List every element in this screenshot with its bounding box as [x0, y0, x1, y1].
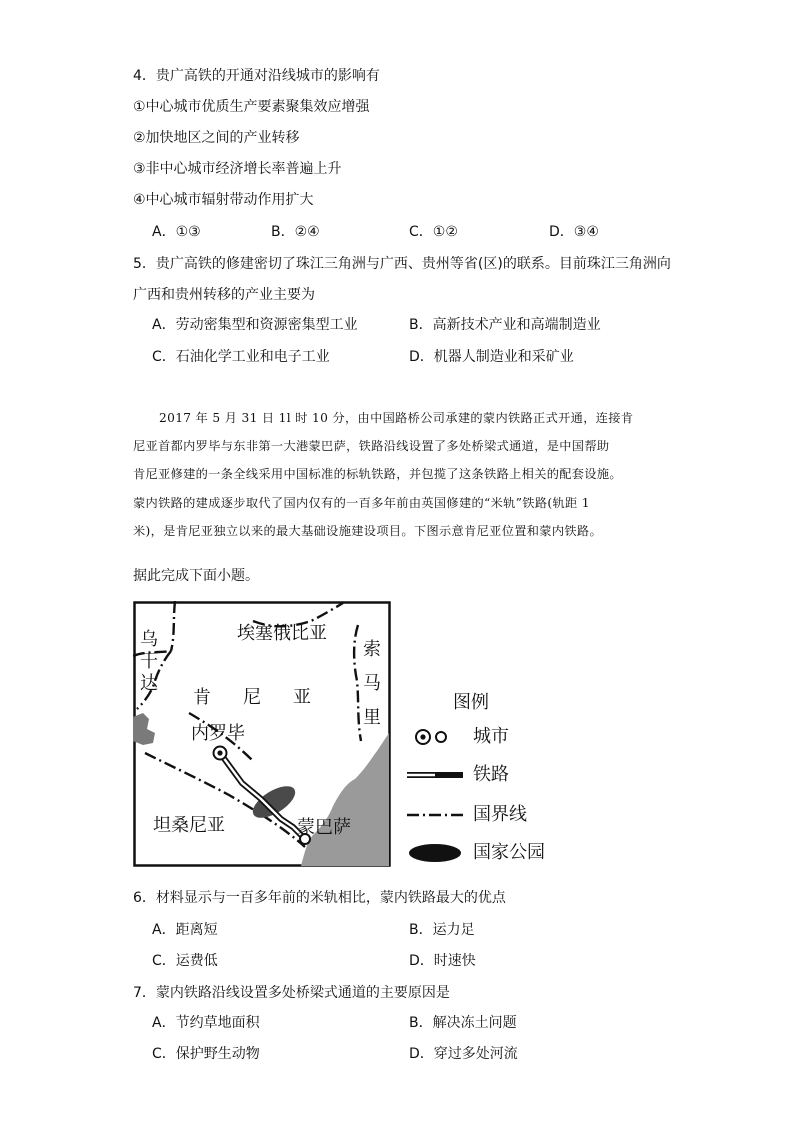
label-ethiopia: 埃塞俄比亚 — [237, 623, 327, 644]
q5-option-d: D．机器人制造业和采矿业 — [409, 349, 574, 365]
q4-option-c: C．①② — [409, 224, 458, 240]
map-legend — [405, 688, 565, 868]
q4-item-1: ①中心城市优质生产要素聚集效应增强 — [133, 99, 370, 115]
q7-option-d: D．穿过多处河流 — [409, 1046, 518, 1062]
q7-option-b: B．解决冻土问题 — [409, 1015, 517, 1031]
passage-line-4: 蒙内铁路的建成逐步取代了国内仅有的一百多年前由英国修建的“米轨”铁路(轨距 1 — [133, 495, 590, 510]
label-kenya-1: 肯 — [193, 687, 211, 708]
label-uganda-3: 达 — [140, 673, 158, 694]
label-nairobi: 内罗毕 — [191, 723, 245, 744]
q6-option-a: A．距离短 — [152, 922, 218, 938]
passage-line-2: 尼亚首都内罗毕与东非第一大港蒙巴萨，铁路沿线设置了多处桥梁式通道，是中国帮助 — [133, 439, 610, 454]
label-mombasa: 蒙巴萨 — [297, 817, 351, 838]
q5-option-b: B．高新技术产业和高端制造业 — [409, 317, 601, 333]
q4-item-4: ④中心城市辐射带动作用扩大 — [133, 192, 314, 208]
label-somalia-1: 索 — [363, 639, 381, 660]
legend-city-icon — [416, 730, 446, 744]
label-kenya-2: 尼 — [243, 687, 261, 708]
q5-option-c: C．石油化学工业和电子工业 — [152, 349, 330, 365]
label-somalia-2: 马 — [363, 673, 381, 694]
nairobi-city-icon — [214, 747, 227, 760]
q6-option-d: D．时速快 — [409, 953, 476, 969]
label-uganda-1: 乌 — [140, 629, 158, 650]
legend-park-label: 国家公园 — [473, 842, 545, 863]
q4-option-a: A．①③ — [152, 224, 201, 240]
q6-stem: 6．材料显示与一百多年前的米轨相比，蒙内铁路最大的优点 — [133, 890, 506, 906]
legend-border-label: 国界线 — [473, 804, 527, 825]
passage-instruction: 据此完成下面小题。 — [133, 568, 259, 584]
q5-option-a: A．劳动密集型和资源密集型工业 — [152, 317, 358, 333]
q4-option-d: D．③④ — [549, 224, 599, 240]
passage-line-3: 肯尼亚修建的一条全线采用中国标准的标轨铁路，并包揽了这条铁路上相关的配套设施。 — [133, 467, 622, 482]
label-somalia-3: 里 — [363, 707, 381, 728]
passage-line-1: 2017 年 5 月 31 日 1l 时 10 分，由中国路桥公司承建的蒙内铁路正式开通，连接肯 — [159, 411, 634, 425]
q6-option-c: C．运费低 — [152, 953, 218, 969]
kenya-map — [133, 601, 391, 867]
reading-passage — [133, 404, 673, 545]
legend-symbols — [405, 718, 475, 868]
legend-park-icon — [409, 844, 461, 862]
q4-option-b: B．②④ — [271, 224, 320, 240]
label-kenya-3: 亚 — [293, 687, 311, 708]
legend-railway-label: 铁路 — [473, 764, 509, 785]
q6-option-b: B．运力足 — [409, 922, 475, 938]
q5-stem-line2: 广西和贵州转移的产业主要为 — [133, 287, 315, 303]
legend-city-label: 城市 — [473, 726, 509, 747]
q4-stem: 4．贵广高铁的开通对沿线城市的影响有 — [133, 68, 380, 84]
label-uganda-2: 干 — [140, 651, 158, 672]
q7-stem: 7．蒙内铁路沿线设置多处桥梁式通道的主要原因是 — [133, 985, 450, 1001]
passage-line-5: 米)，是肯尼亚独立以来的最大基础设施建设项目。下图示意肯尼亚位置和蒙内铁路。 — [133, 523, 602, 538]
q5-stem-line1: 5．贵广高铁的修建密切了珠江三角洲与广西、贵州等省(区)的联系。目前珠江三角洲向 — [133, 256, 671, 272]
q4-item-2: ②加快地区之间的产业转移 — [133, 130, 300, 146]
q7-option-a: A．节约草地面积 — [152, 1015, 260, 1031]
legend-title: 图例 — [453, 692, 489, 713]
q7-option-c: C．保护野生动物 — [152, 1046, 260, 1062]
label-tanzania: 坦桑尼亚 — [153, 815, 225, 836]
q4-item-3: ③非中心城市经济增长率普遍上升 — [133, 161, 342, 177]
